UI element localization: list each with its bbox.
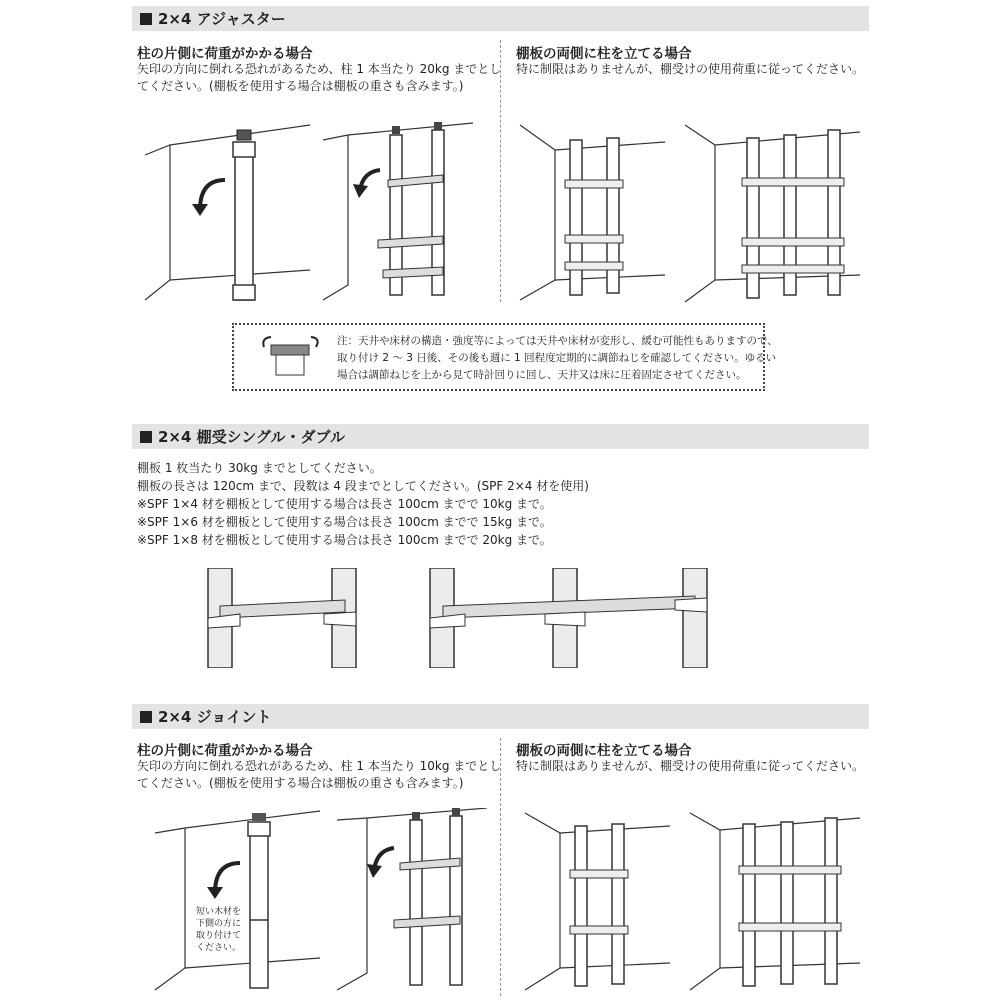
section-header-bracket [132,424,869,449]
double-bracket-illustration [425,568,715,668]
left-heading: 柱の片側に荷重がかかる場合 [137,743,313,759]
right-text-line-1: 特に制限はありませんが、棚受けの使用荷重に従ってください。 [516,759,865,773]
joint-two-pillars-illustration [520,808,675,993]
adjuster-screw-icon [256,333,326,383]
section-title: 2×4 アジャスター [158,10,286,28]
note-line-3: 場合は調節ねじを上から見て時計回りに回し、天井又は床に圧着固定させてください。 [337,369,747,381]
left-text-line-2: てください。(棚板を使用する場合は棚板の重さも含みます。) [137,776,464,790]
small-note-line-4: ください。 [196,943,242,953]
left-text-line-2: てください。(棚板を使用する場合は棚板の重さも含みます。) [137,79,464,93]
bracket-line-1: 棚板 1 枚当たり 30kg までとしてください。 [137,461,382,475]
caution-note-box [232,323,778,391]
divider [500,40,501,302]
bracket-line-3: ※SPF 1×4 材を棚板として使用する場合は長さ 100cm までで 10kg まで。 [137,497,552,511]
bracket-line-2: 棚板の長さは 120cm まで、段数は 4 段までとしてください。(SPF 2×4 材を使用) [137,479,589,493]
single-pillar-illustration [140,120,320,305]
small-note-line-1: 短い木材を [196,907,242,917]
divider [500,738,501,996]
right-heading: 棚板の両側に柱を立てる場合 [516,46,692,62]
bracket-line-5: ※SPF 1×8 材を棚板として使用する場合は長さ 100cm までで 20kg まで。 [137,533,552,547]
single-bracket-illustration [200,568,370,668]
small-note-line-2: 下側の方に [196,919,242,929]
two-pillars-illustration [515,120,670,305]
left-text-line-1: 矢印の方向に倒れる恐れがあるため、柱 1 本当たり 20kg までとし [137,62,502,76]
section-title: 2×4 ジョイント [158,708,272,726]
three-pillars-illustration [680,120,865,305]
joint-pillar-shelves-illustration [332,808,492,993]
section-title: 2×4 棚受シングル・ダブル [158,428,345,446]
bracket-line-4: ※SPF 1×6 材を棚板として使用する場合は長さ 100cm までで 15kg まで。 [137,515,552,529]
note-line-1: 注：天井や床材の構造・強度等によっては天井や床材が変形し、緩む可能性もありますので、 [337,335,778,347]
right-text-line-1: 特に制限はありませんが、棚受けの使用荷重に従ってください。 [516,62,865,76]
joint-single-pillar-illustration [150,808,330,993]
section-header-adjuster [132,6,869,31]
square-bullet-icon [140,13,152,25]
joint-small-note [196,906,241,954]
note-line-2: 取り付け 2 〜 3 日後、その後も週に 1 回程度定期的に調節ねじを確認してください。ゆるい [337,352,777,364]
square-bullet-icon [140,431,152,443]
square-bullet-icon [140,711,152,723]
left-text-line-1: 矢印の方向に倒れる恐れがあるため、柱 1 本当たり 10kg までとし [137,759,502,773]
joint-three-pillars-illustration [685,808,865,993]
right-heading: 棚板の両側に柱を立てる場合 [516,743,692,759]
pillar-shelves-illustration [318,120,478,305]
left-heading: 柱の片側に荷重がかかる場合 [137,46,313,62]
small-note-line-3: 取り付けて [196,931,242,941]
section-header-joint [132,704,869,729]
